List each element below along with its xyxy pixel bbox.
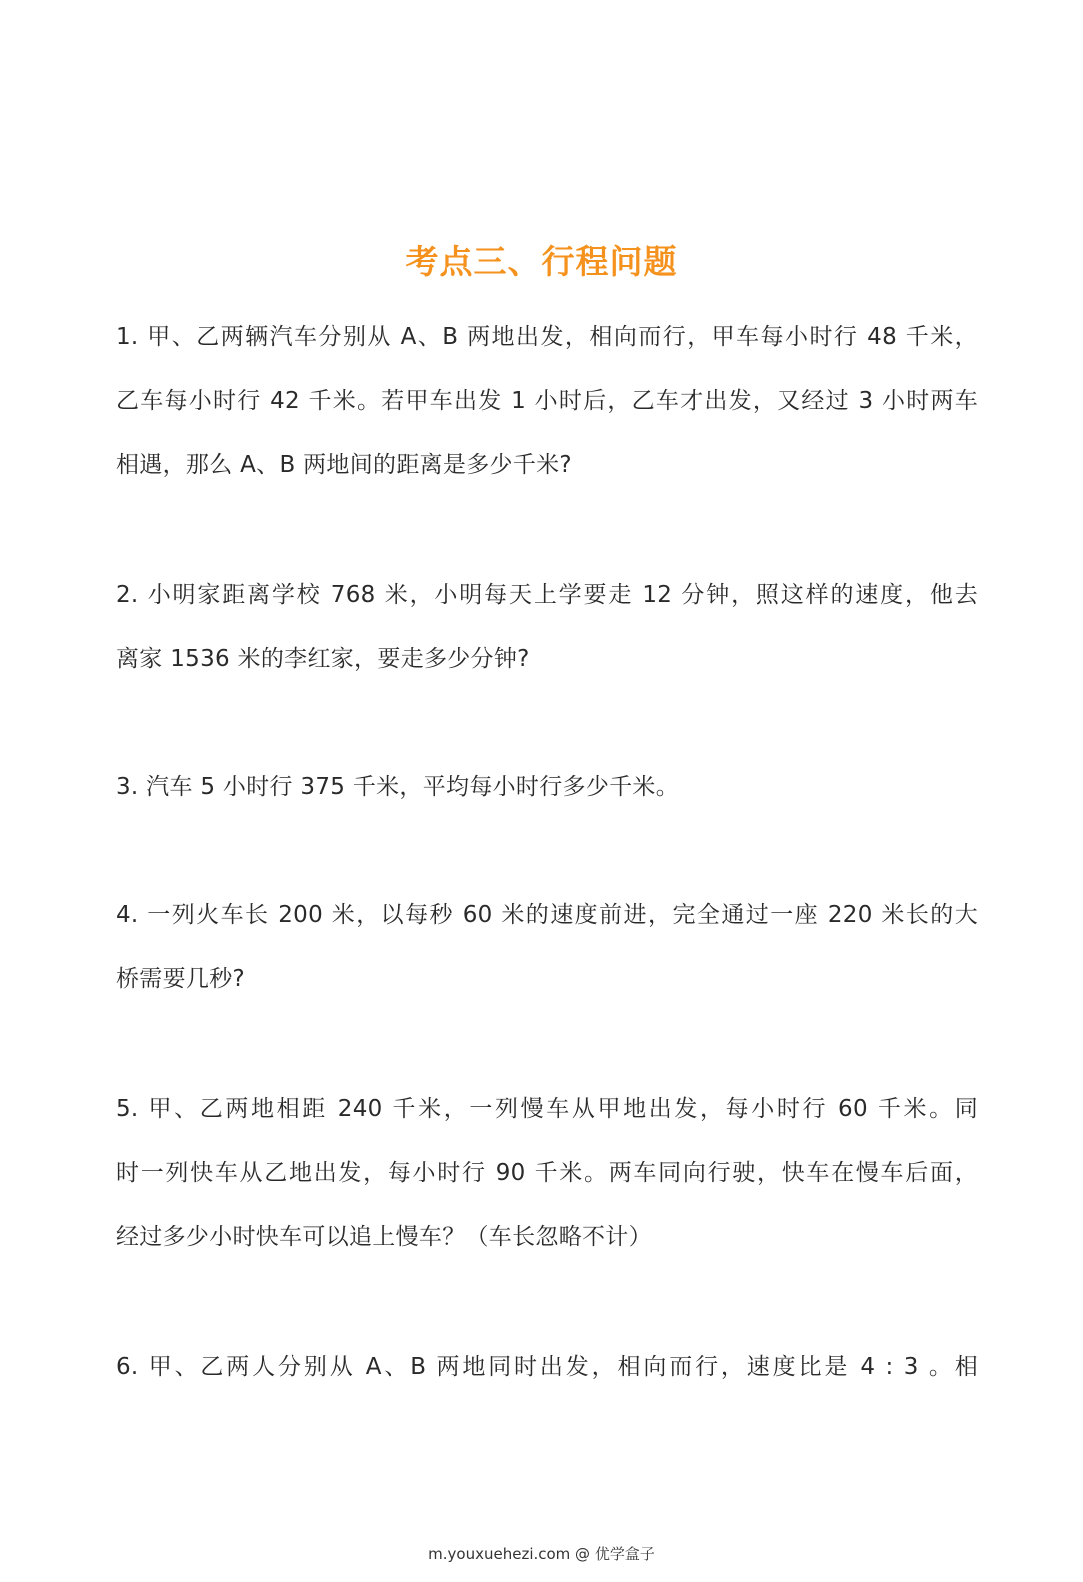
question-line: 经过多少小时快车可以追上慢车？（车长忽略不计） — [116, 1224, 652, 1250]
question-3 — [116, 755, 978, 819]
question-line: 2. 小明家距离学校 768 米，小明每天上学要走 12 分钟，照这样的速度，他去 — [116, 582, 978, 608]
question-line: 时一列快车从乙地出发，每小时行 90 千米。两车同向行驶，快车在慢车后面， — [116, 1160, 978, 1186]
question-line: 桥需要几秒? — [116, 966, 246, 992]
question-line: 相遇，那么 A、B 两地间的距离是多少千米? — [116, 452, 572, 478]
question-line: 离家 1536 米的李红家，要走多少分钟? — [116, 646, 530, 672]
question-line: 1. 甲、乙两辆汽车分别从 A、B 两地出发，相向而行，甲车每小时行 48 千米， — [116, 324, 978, 350]
question-4 — [116, 883, 978, 1011]
question-5 — [116, 1077, 978, 1269]
question-line: 4. 一列火车长 200 米，以每秒 60 米的速度前进，完全通过一座 220 米长的大 — [116, 902, 978, 928]
question-line: 3. 汽车 5 小时行 375 千米，平均每小时行多少千米。 — [116, 774, 680, 800]
question-2 — [116, 563, 978, 691]
page-footer: m.youxuehezi.com @ 优学盒子 — [428, 1545, 655, 1563]
page-title: 考点三、行程问题 — [405, 242, 678, 282]
question-line: 乙车每小时行 42 千米。若甲车出发 1 小时后，乙车才出发，又经过 3 小时两车 — [116, 388, 978, 414]
question-line: 6. 甲、乙两人分别从 A、B 两地同时出发，相向而行，速度比是 4 : 3 。相 — [116, 1354, 978, 1380]
question-line: 5. 甲、乙两地相距 240 千米，一列慢车从甲地出发，每小时行 60 千米。同 — [116, 1096, 978, 1122]
question-1 — [116, 305, 978, 497]
question-6 — [116, 1335, 978, 1399]
